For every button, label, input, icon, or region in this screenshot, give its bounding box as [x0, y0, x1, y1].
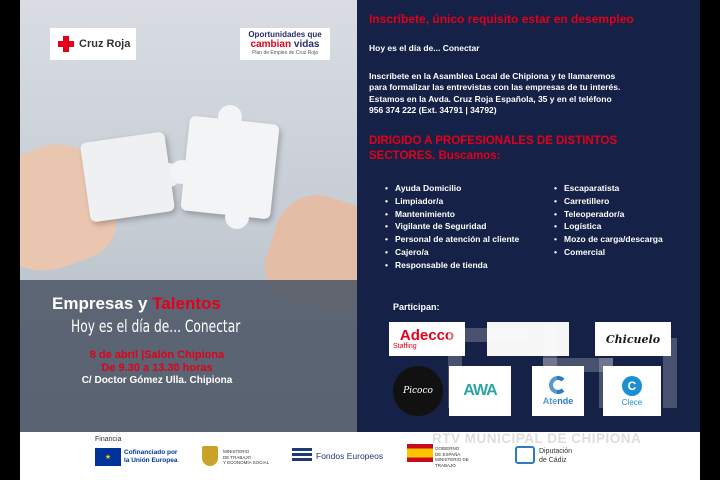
atende-name: Atende — [542, 396, 574, 406]
info-paragraph-line: Estamos en la Avda. Cruz Roja Española, 35 y en el teléfono — [369, 93, 612, 104]
diputacion-line2: de Cádiz — [539, 457, 567, 464]
event-subtitle: Hoy es el día de... Conectar — [71, 317, 241, 337]
gobierno-line: GOBIERNO — [435, 446, 460, 451]
eu-cofinancing-text — [124, 449, 184, 465]
cruz-roja-label: Cruz Roja — [79, 38, 131, 50]
gobierno-text — [435, 446, 490, 468]
puzzle-knob — [218, 105, 242, 129]
eu-flag-icon: ★ — [95, 448, 121, 466]
puzzle-knob — [225, 205, 249, 229]
info-paragraph-line: Inscríbete en la Asamblea Local de Chipiona y te llamaremos — [369, 71, 616, 81]
info-intro: Hoy es el día de... Conectar — [369, 43, 480, 53]
list-item: • Comercial — [554, 246, 663, 259]
event-title-a: Empresas y — [52, 294, 148, 313]
awa-name: AWA — [463, 382, 497, 399]
picoco-name: Picoco — [403, 386, 433, 396]
list-item: • Mozo de carga/descarga — [554, 233, 663, 246]
list-item: • Carretillero — [554, 195, 663, 208]
eu-line2: la Unión Europea — [124, 457, 178, 464]
oportunidades-line2 — [240, 39, 330, 50]
fondos-europeos-label: Fondos Europeos — [316, 451, 384, 461]
oportunidades-line3: Plan de Empleo de Cruz Roja — [252, 50, 318, 56]
chicuelo-name: Chicuelo — [605, 332, 661, 346]
list-item: • Mantenimiento — [385, 208, 519, 221]
list-item: • Escaparatista — [554, 182, 663, 195]
list-item: • Responsable de tienda — [385, 259, 519, 272]
adecco-name: Adecco — [399, 327, 455, 344]
info-heading: Inscríbete, único requisito estar en desempleo — [369, 12, 634, 26]
info-paragraph-line: 956 374 222 (Ext. 34791 | 34792) — [369, 104, 497, 115]
participan-label: Participan: — [393, 302, 440, 312]
oportunidades-line1: Oportunidades que — [248, 30, 322, 39]
list-item: • Logística — [554, 220, 663, 233]
list-item: • Teleoperador/a — [554, 208, 663, 221]
oportunidades-vidas: vidas — [293, 39, 320, 50]
watermark-bar — [599, 358, 613, 408]
spain-flag-icon — [407, 444, 433, 462]
info-paragraph — [369, 71, 694, 116]
diputacion-text — [539, 447, 572, 465]
list-item: • Limpiador/a — [385, 195, 519, 208]
puzzle-piece-right — [180, 116, 279, 220]
picoco-logo — [393, 366, 443, 416]
clece-name: Clece — [621, 397, 643, 407]
list-item: • Personal de atención al cliente — [385, 233, 519, 246]
adecco-sub: Staffing — [393, 343, 417, 350]
oportunidades-cambian: cambian — [250, 39, 292, 50]
list-item: • Ayuda Domicilio — [385, 182, 519, 195]
event-title-b: Talentos — [152, 294, 221, 313]
ministerio-text — [223, 449, 283, 466]
photo-panel — [20, 0, 357, 432]
dirigido-line2: SECTORES. Buscamos: — [369, 150, 501, 162]
list-item: • Vigilante de Seguridad — [385, 220, 519, 233]
event-date-line2: De 9.30 a 13.30 horas — [101, 362, 213, 374]
rtv-watermark-logo — [448, 303, 710, 413]
red-cross-icon — [58, 36, 74, 52]
ministerio-line: Y ECONOMÍA SOCIAL — [223, 460, 270, 465]
event-date — [52, 349, 262, 375]
gobierno-line: MINISTERIO DE TRABAJO — [435, 457, 469, 468]
clece-mark-icon: C — [622, 376, 642, 396]
event-date-line1: 8 de abril |Salón Chipiona — [89, 349, 225, 361]
cruz-roja-logo — [50, 28, 136, 60]
event-title — [52, 294, 221, 314]
eu-line1: Cofinanciado por — [124, 449, 178, 456]
jobs-list-right — [554, 182, 663, 259]
financia-label: Financia — [95, 436, 122, 443]
puzzle-knob — [170, 160, 194, 184]
dirigido-line1: DIRIGIDO A PROFESIONALES DE DISTINTOS — [369, 135, 618, 147]
event-address: C/ Doctor Gómez Ulla. Chipiona — [81, 375, 233, 386]
dirigido-heading — [369, 134, 689, 164]
watermark-text: RTV MUNICIPAL DE CHIPIONA — [432, 431, 642, 446]
info-paragraph-line: para formalizar las entrevistas con las empresas de tu interés. — [369, 82, 621, 93]
jobs-list-left — [385, 182, 519, 272]
watermark-bar — [448, 328, 462, 408]
spain-coat-of-arms-icon — [202, 446, 218, 466]
gobierno-line: DE ESPAÑA — [435, 451, 461, 457]
fondos-europeos-icon — [292, 448, 312, 466]
watermark-bar — [663, 338, 677, 408]
diputacion-line1: Diputación — [539, 448, 573, 455]
oportunidades-logo — [240, 28, 330, 60]
ministerio-line: MINISTERIO — [223, 449, 250, 454]
diputacion-icon — [515, 446, 535, 464]
list-item: • Cajero/a — [385, 246, 519, 259]
ministerio-line: DE TRABAJO — [223, 454, 252, 460]
